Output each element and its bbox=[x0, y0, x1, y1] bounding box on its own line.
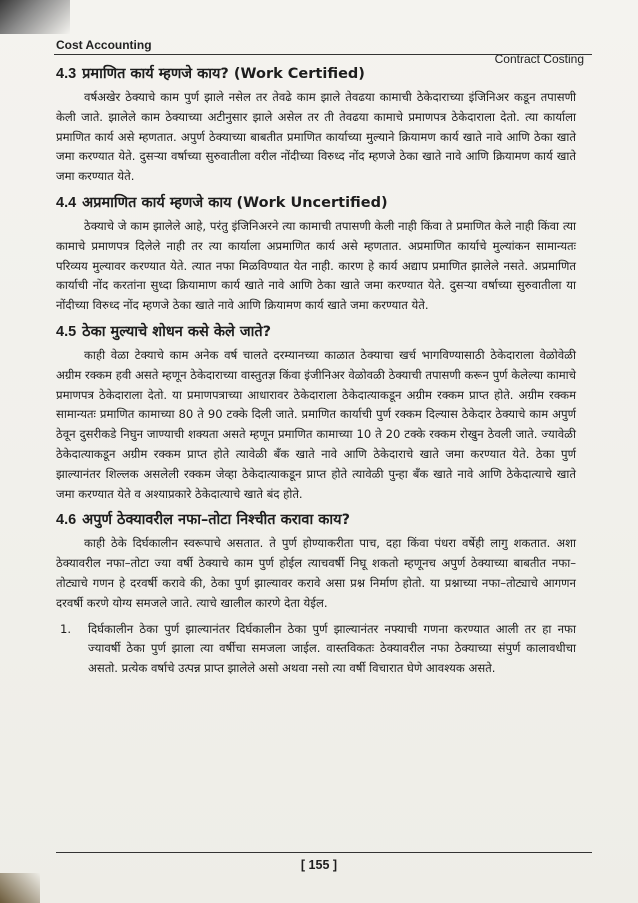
scan-corner-shadow bbox=[0, 0, 70, 34]
header-rule bbox=[54, 54, 592, 55]
section-heading bbox=[56, 64, 576, 84]
section-paragraph: वर्षअखेर ठेक्याचे काम पुर्ण झाले नसेल तर तेवढे काम झाले तेवढया कामाची ठेकेदाराच्या इंजिनिअर कडून तपासणी केली जाते. झालेले काम ठेक्याच्या अटीनुसार झाले असेल तर ती तेवढया कामाचे प्रमाणपत्र ठेकेदाराला देतो. त्या कार्याला प्रमाणित कार्य असे म्हणतात. अपुर्ण ठेक्याच्या बाबतीत प्रमाणित कार्याच्या मुल्याने क्रियामण कार्य खाते नावे आणि ठेका खाते जमा करण्यात येते. दुसऱ्या वर्षाच्या सुरुवातीला वरील नोंदीच्या विरुध्द नोंद म्हणजे ठेका खाते नावे आणि क्रियामण कार्य खाते जमा करण्यात येते. bbox=[56, 90, 576, 184]
section-title: प्रमाणित कार्य म्हणजे काय? (Work Certified) bbox=[82, 66, 365, 82]
section-heading bbox=[56, 510, 576, 530]
section-4-4 bbox=[56, 193, 576, 316]
section-title: अपुर्ण ठेक्यावरील नफा–तोटा निश्चीत करावा काय? bbox=[82, 512, 350, 529]
list-item bbox=[56, 620, 576, 679]
list-marker: 1. bbox=[60, 621, 72, 636]
scan-bottom-shadow bbox=[0, 873, 40, 903]
reasons-list bbox=[56, 620, 576, 679]
page-number: [ 155 ] bbox=[300, 858, 338, 872]
section-title: ठेका मुल्याचे शोधन कसे केले जाते? bbox=[82, 323, 272, 340]
section-heading bbox=[56, 193, 576, 213]
section-paragraph: काही ठेके दिर्घकालीन स्वरूपाचे असतात. ते पुर्ण होण्याकरीता पाच, दहा किंवा पंधरा वर्षेही लागु शकतात. अशा ठेक्यावरील नफा–तोटा ज्या वर्षी ठेक्याचे काम पुर्ण होईल त्याचवर्षी निघू शकतो म्हणूनच अपुर्ण ठेक्याच्या बाबतीत नफा–तोट्याचे गणन हे दरवर्षी करावे की, ठेका पुर्ण झाल्यावर करावे असा प्रश्न निर्माण होतो. या प्रश्नाच्या नफा–तोट्याचे आगणन दरवर्षी करणे योग्य समजले जाते. त्याचे खालील कारणे देता येईल. bbox=[56, 536, 576, 610]
page-content bbox=[56, 64, 576, 679]
running-header-left: Cost Accounting bbox=[56, 38, 152, 52]
section-heading bbox=[56, 322, 576, 342]
section-4-6 bbox=[56, 510, 576, 679]
list-item-text: दिर्घकालीन ठेका पुर्ण झाल्यानंतर दिर्घकालीन ठेका पुर्ण झाल्यानंतर नफ्याची गणना करण्यात आली तर हा नफा ज्यावर्षी ठेका पुर्ण झाला त्या वर्षीचा समजला जाईल. वास्तविकतः ठेक्यावरील नफा ठेक्याच्या संपुर्ण कालावधीचा असतो. प्रत्येक वर्षाचे उत्पन्न प्राप्त झालेले असो अथवा नसो त्या वर्षी विचारात घेणे आवश्यक असते. bbox=[88, 621, 576, 676]
footer-rule bbox=[56, 852, 592, 853]
section-paragraph: ठेक्याचे जे काम झालेले आहे, परंतु इंजिनिअरने त्या कामाची तपासणी केली नाही किंवा ते प्रमाणित केले नाही किंवा त्या कामाचे प्रमाणपत्र दिलेले नाही तर त्या कार्याला अप्रमाणित कार्य असे म्हणतात. अप्रमाणित कार्याचे मुल्यांकन सामान्यतः परिव्यय मुल्यावर करण्यात येते. त्यात नफा मिळविण्यात येत नाही. कारण हे कार्य अद्याप प्रमाणित झालेले नसते. अप्रमाणित कार्याची नोंद करतांना सुध्दा क्रियामाण कार्य खाते नावे आणि ठेका खाते जमा करण्यात येते. दुसऱ्या वर्षाच्या सुरुवातीला या नोंदीच्या विरुध्द नोंद म्हणजे ठेका खाते नावे आणि क्रियामण कार्य खाते जमा करण्यात येते. bbox=[56, 218, 576, 313]
section-title: अप्रमाणित कार्य म्हणजे काय (Work Uncertified) bbox=[82, 194, 388, 211]
section-number: 4.4 bbox=[56, 194, 77, 211]
section-4-3 bbox=[56, 64, 576, 187]
running-header-right: Contract Costing bbox=[494, 52, 584, 66]
section-number: 4.3 bbox=[56, 66, 77, 82]
section-number: 4.5 bbox=[56, 323, 77, 340]
section-paragraph: काही वेळा टेक्याचे काम अनेक वर्ष चालते दरम्यानच्या काळात ठेक्याचा खर्च भागविण्यासाठी ठेकेदाराला वेळोवेळी अग्रीम रक्कम हवी असते म्हणून ठेकेदाराच्या वास्तुतज्ञ किंवा इंजीनिअर वेळोवळी ठेक्याची तपासणी करून पुर्ण केलेल्या कामाचे प्रमाणपत्र ठेकेदाराला देतो. या प्रमाणपत्राच्या आधारावर ठेकेदाराला ठेकेदात्याकडून अग्रीम रक्कम प्राप्त होते. अग्रीम रक्कम सामान्यतः प्रमाणित कामाच्या 80 ते 90 टक्के दिली जाते. प्रमाणित कार्याची पुर्ण रक्कम दिल्यास ठेकेदार ठेक्याचे काम अपुर्ण ठेवून दुसरीकडे निघुन जाण्याची शक्यता असते म्हणून प्रमाणित कामाच्या 10 ते 20 टक्के रक्कम रोखुन ठेवली जाते. ज्यावेळी ठेकेदात्याकडून अग्रीम रक्कम प्राप्त होते त्यावेळी बँक खाते नावे आणि ठेकेदाराचे खाते जमा करण्यात येते. ठेका पुर्ण झाल्यानंतर शिल्लक असलेली रक्कम जेव्हा ठेकेदात्याकडून प्राप्त होते त्यावेळी पुन्हा बँक खाते नावे आणि ठेकेदात्याचे खाते जमा करण्यात येते व अश्याप्रकारे ठेकेदात्याचे खाते बंद होते. bbox=[56, 347, 576, 501]
section-4-5 bbox=[56, 322, 576, 504]
section-number: 4.6 bbox=[56, 512, 77, 529]
